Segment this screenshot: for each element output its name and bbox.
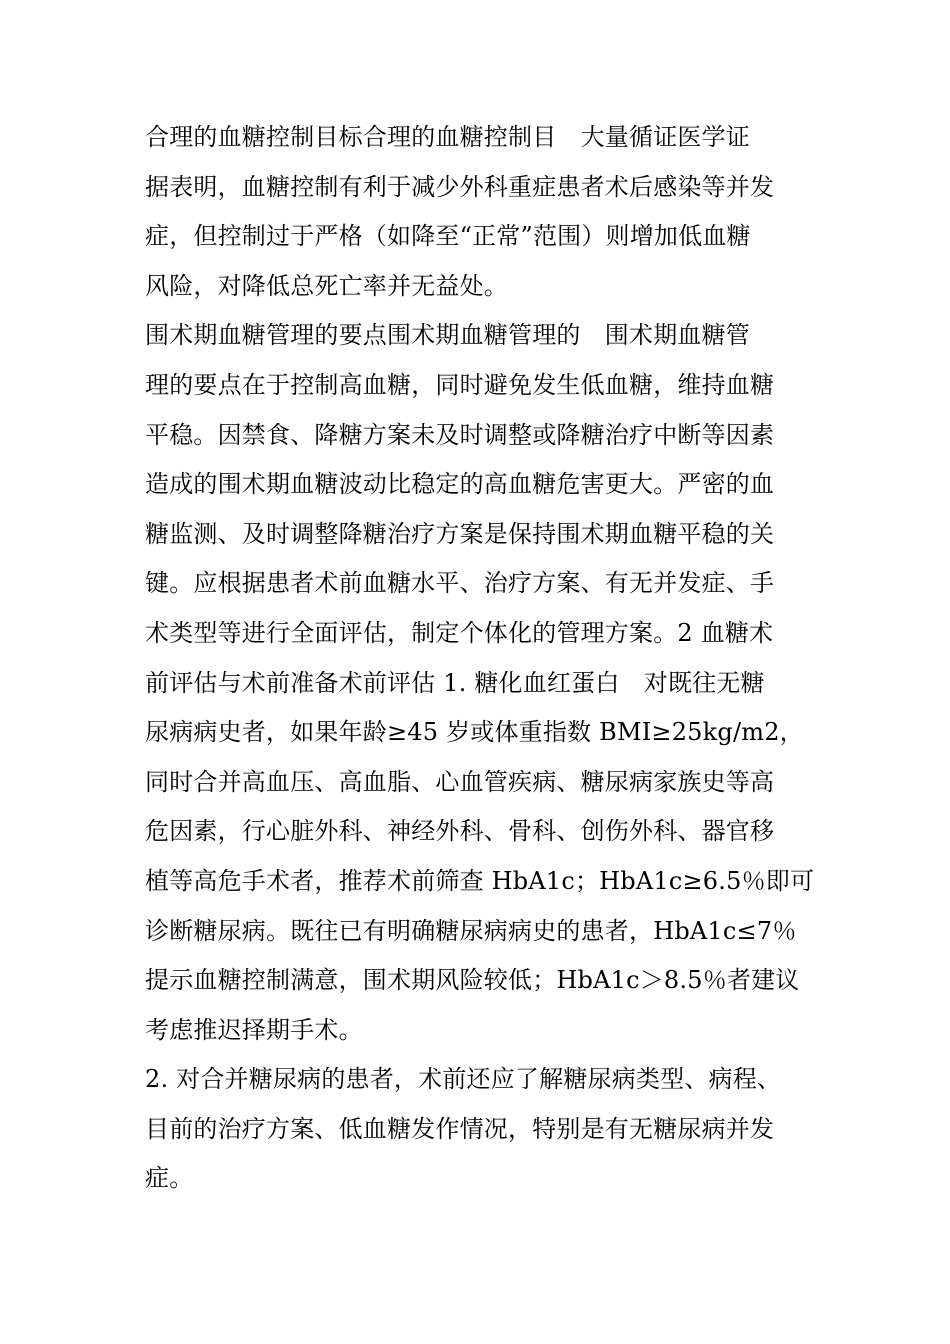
text-line: 考虑推迟择期手术。 [145, 1015, 363, 1044]
text-line: 尿病病史者，如果年龄≥45 岁或体重指数 BMI≥25kg/m2， [145, 718, 804, 747]
text-line: 术类型等进行全面评估，制定个体化的管理方案。2 血糖术 [145, 618, 774, 647]
text-line: 平稳。因禁食、降糖方案未及时调整或降糖治疗中断等因素 [145, 420, 775, 449]
text-line: 键。应根据患者术前血糖水平、治疗方案、有无并发症、手 [145, 569, 775, 598]
text-line: 植等高危手术者，推荐术前筛查 HbA1c；HbA1c≥6.5％即可 [145, 866, 815, 895]
text-line: 理的要点在于控制高血糖，同时避免发生低血糖，维持血糖 [145, 370, 775, 399]
text-line: 围术期血糖管理的要点围术期血糖管理的 围术期血糖管 [145, 321, 750, 350]
text-line: 风险，对降低总死亡率并无益处。 [145, 271, 508, 300]
text-line: 造成的围术期血糖波动比稳定的高血糖危害更大。严密的血 [145, 470, 775, 499]
document-body [145, 113, 815, 1204]
text-line: 提示血糖控制满意，围术期风险较低；HbA1c＞8.5％者建议 [145, 966, 800, 995]
text-line: 目前的治疗方案、低血糖发作情况，特别是有无糖尿病并发 [145, 1114, 775, 1143]
text-line: 据表明，血糖控制有利于减少外科重症患者术后感染等并发 [145, 172, 775, 201]
text-line: 症。 [145, 1164, 194, 1193]
text-line: 糖监测、及时调整降糖治疗方案是保持围术期血糖平稳的关 [145, 519, 775, 548]
text-line: 2. 对合并糖尿病的患者，术前还应了解糖尿病类型、病程、 [145, 1065, 782, 1094]
text-line: 诊断糖尿病。既往已有明确糖尿病病史的患者，HbA1c≤7％ [145, 916, 797, 945]
text-line: 合理的血糖控制目标合理的血糖控制目 大量循证医学证 [145, 123, 750, 151]
text-line: 症，但控制过于严格（如降至“正常”范围）则增加低血糖 [145, 222, 751, 251]
text-line: 同时合并高血压、高血脂、心血管疾病、糖尿病家族史等高 [145, 767, 775, 796]
text-line: 危因素，行心脏外科、神经外科、骨科、创伤外科、器官移 [145, 817, 775, 846]
text-line: 前评估与术前准备术前评估 1. 糖化血红蛋白 对既往无糖 [145, 668, 765, 697]
